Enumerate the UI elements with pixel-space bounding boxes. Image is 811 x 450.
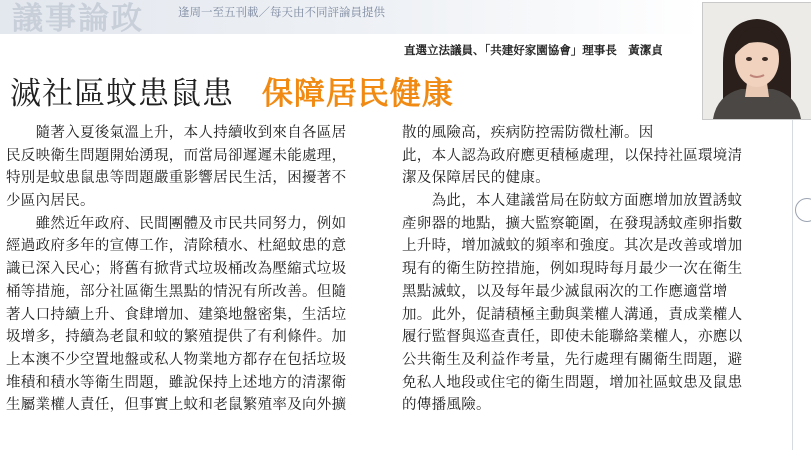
body-line: 履行監督與巡查責任，即使未能聯絡業權人，亦應以 xyxy=(402,329,743,346)
headline-sub: 保障居民健康 xyxy=(261,76,454,112)
body-line: 散的風險高，疾病防控需防微杜漸。因 xyxy=(402,125,654,141)
body-line: 產卵器的地點，擴大監察範圍，在發現誘蚊產卵指數 xyxy=(402,215,743,232)
author-byline: 直選立法議員、「共建好家園協會」理事長 黃潔貞 xyxy=(404,43,663,57)
body-column-right xyxy=(402,122,786,417)
body-line: 公共衛生及利益作考量，先行處理有關衛生問題，避 xyxy=(402,351,743,368)
body-line: 的傳播風險。 xyxy=(402,397,491,414)
headline-main: 滅社區蚊患鼠患 xyxy=(10,76,234,112)
body-line: 著人口持續上升、食肆增加、建築地盤密集，生活垃 xyxy=(6,306,347,323)
body-line: 少區內居民。 xyxy=(6,193,95,210)
body-line: 上本澳不少空置地盤或私人物業地方都存在包括垃圾 xyxy=(6,351,347,368)
body-line: 雖然近年政府、民間團體及市民共同努力，例如 xyxy=(6,215,347,232)
body-line: 為此，本人建議當局在防蚊方面應增加放置誘蚊 xyxy=(402,193,743,210)
body-line: 特別是蚊患鼠患等問題嚴重影響居民生活，困擾著不 xyxy=(6,170,347,187)
body-line: 民反映衛生問題開始湧現，而當局卻遲遲未能處理， xyxy=(6,147,347,164)
body-line: 識已深入民心；將舊有掀背式垃圾桶改為壓縮式垃圾 xyxy=(6,261,347,278)
body-line: 經過政府多年的宣傳工作，清除積水、杜絕蚊患的意 xyxy=(6,238,347,255)
body-line: 堆積和積水等衛生問題，雖說保持上述地方的清潔衛 xyxy=(6,374,347,391)
body-line: 生屬業權人責任，但事實上蚊和老鼠繁殖率及向外擴 xyxy=(6,397,347,414)
author-portrait-image xyxy=(703,3,811,119)
body-line: 隨著入夏後氣溫上升，本人持續收到來自各區居 xyxy=(6,125,347,141)
body-column-left xyxy=(6,122,390,417)
author-photo xyxy=(702,2,811,120)
page-binding-circle xyxy=(795,198,811,222)
body-line: 潔及保障居民的健康。 xyxy=(402,170,550,187)
body-line: 加。此外，促請積極主動與業權人溝通，責成業權人 xyxy=(402,306,743,323)
page-edge-rule xyxy=(792,120,793,450)
body-line: 免私人地段或住宅的衛生問題，增加社區蚊患及鼠患 xyxy=(402,374,743,391)
body-line: 上升時，增加滅蚊的頻率和強度。其次是改善或增加 xyxy=(402,238,743,255)
schedule-note: 逢周一至五刊載／每天由不同評論員提供 xyxy=(178,5,385,19)
body-line: 圾增多，持續為老鼠和蚊的繁殖提供了有利條件。加 xyxy=(6,329,347,346)
headline xyxy=(10,74,454,114)
body-line: 現有的衛生防控措施，例如現時每月最少一次在衛生 xyxy=(402,261,743,278)
body-line: 桶等措施，部分社區衛生黑點的情況有所改善。但隨 xyxy=(6,283,347,300)
body-line: 黑點滅蚊，以及每年最少滅鼠兩次的工作應適當增 xyxy=(402,283,728,300)
body-line: 此，本人認為政府應更積極處理，以保持社區環境清 xyxy=(402,147,743,164)
column-name: 議事論政 xyxy=(12,1,144,37)
